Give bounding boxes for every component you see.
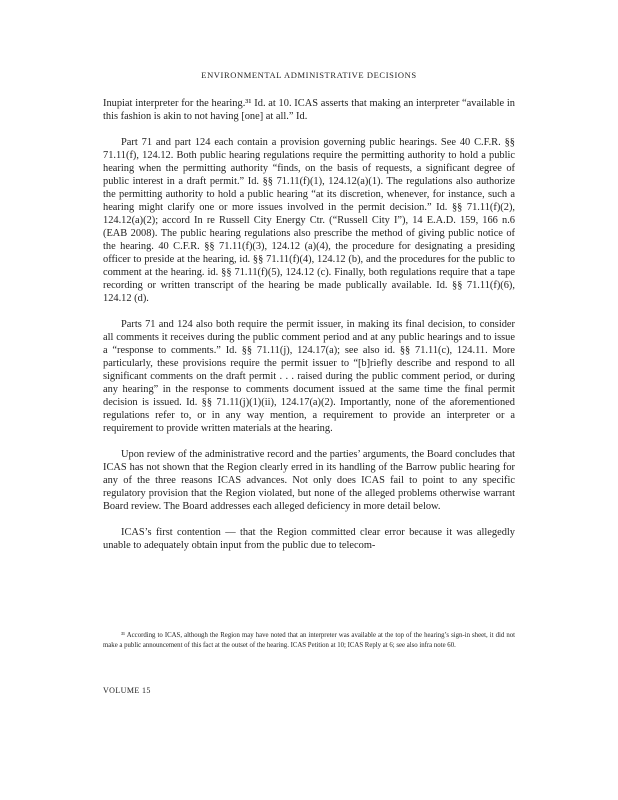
paragraph-3: Parts 71 and 124 also both require the permit issuer, in making its final decision, to consider all comments it receives during the public comment period and at any public hearings and to issue a “response to comments.” Id. §§ 71.11(j), 124.17(a); see also id. §§ 71.11(c), 124.11. More particularly, these provisions require the permit issuer to “[b]riefly describe and respond to all significant comments on the draft permit . . . raised during the public comment period, or during any hearing” in the response to comments document issued at the same time the final permit decision is issued. Id. §§ 71.11(j)(1)(ii), 124.17(a)(2). Importantly, none of the aforementioned regulations refer to, or in any way mention, a requirement to provide an interpreter or a requirement to provide written materials at the hearing. <box>103 319 515 434</box>
running-header: ENVIRONMENTAL ADMINISTRATIVE DECISIONS <box>201 70 417 80</box>
paragraph-1: Inupiat interpreter for the hearing.³¹ Id. at 10. ICAS asserts that making an interpreter “available in this fashion is akin to not having [one] at all.” Id. <box>103 98 515 122</box>
footnote-31: ³¹ According to ICAS, although the Region may have noted that an interpreter was available at the top of the hearing’s sign-in sheet, it did not make a public announcement of this fact at the outset of the hearing. ICAS Petition at 10; ICAS Reply at 6; see also infra note 60. <box>103 632 515 649</box>
paragraph-2: Part 71 and part 124 each contain a provision governing public hearings. See 40 C.F.R. §§ 71.11(f), 124.12. Both public hearing regulations require the permitting authority to hold a public hearing when the permitting authority “finds, on the basis of requests, a significant degree of public interest in a draft permit.” Id. §§ 71.11(f)(1), 124.12(a)(1). The regulations also authorize the permitting authority to hold a public hearing “at its discretion, whenever, for instance, such a hearing might clarify one or more issues involved in the permit decision.” Id. §§ 71.11(f)(2), 124.12(a)(2); accord In re Russell City Energy Ctr. (“Russell City I”), 14 E.A.D. 159, 166 n.6 (EAB 2008). The public hearing regulations also prescribe the method of giving public notice of the hearing. 40 C.F.R. §§ 71.11(f)(3), 124.12 (a)(4), the procedure for designating a presiding officer to preside at the hearing, id. §§ 71.11(f)(4), 124.12 (b), and the procedures for the public to comment at the hearing. id. §§ 71.11(f)(5), 124.12 (c). Finally, both regulations require that a tape recording or written transcript of the hearing be made publically available. Id. §§ 71.11(f)(6), 124.12 (d). <box>103 137 515 304</box>
volume-footer: VOLUME 15 <box>103 686 151 695</box>
paragraph-5: ICAS’s first contention — that the Region committed clear error because it was allegedly unable to adequately obtain input from the public due to telecom- <box>103 527 515 551</box>
paragraph-4: Upon review of the administrative record and the parties’ arguments, the Board concludes that ICAS has not shown that the Region clearly erred in its handling of the Barrow public hearing for any of the three reasons ICAS advances. Not only does ICAS fail to point to any specific regulatory provision that the Region violated, but none of the alleged problems otherwise warrant Board review. The Board addresses each alleged deficiency in more detail below. <box>103 449 515 512</box>
body-text <box>103 97 515 565</box>
